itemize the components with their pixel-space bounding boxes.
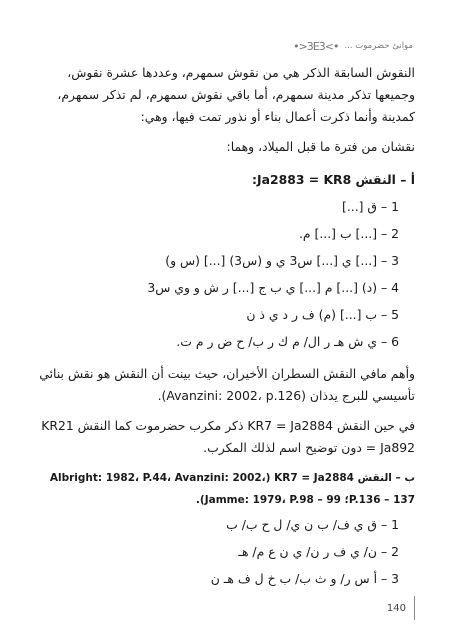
page-number: 140 xyxy=(386,602,406,614)
inscription-b-heading: ب – النقش KR7 = Ja2884 (Albright: 1982، P.44، Avanzini: 2002، P.136 – 137؛ Jamme: 1979، P.98 – 99). xyxy=(49,472,415,506)
inscription-a-line-5: 5 – ب [...] (م) ف ر د ي ذ ن xyxy=(246,307,399,322)
page-body xyxy=(36,62,415,592)
inscription-b-line-3: 3 – أ س ر/ و ث ب/ ب خ ل ف هـ ن xyxy=(210,571,399,586)
inscription-a-line-4: 4 – (د) [...] م [...] ي ب ج [...] ر ش و وي س3 xyxy=(147,280,399,295)
paragraph-kr7: في حين النقش KR7 = Ja2884 ذكر مكرب حضرموت كما النقش KR21 = Ja892 دون توضيح اسم لذلك المكرب. xyxy=(41,418,415,455)
footer-divider xyxy=(414,596,415,620)
inscription-b-line-2: 2 – ن/ ي ف ر ن/ ي ن ع م/ هـ xyxy=(238,544,399,559)
paragraph-last-lines: وأهم مافي النقش السطران الأخيران، حيث بينت أن النقش هو نقش بنائي تأسيسي للبرج يدذان (Avanzini: 2002، p.126). xyxy=(39,366,415,403)
inscription-a-line-6: 6 – ي ش هـ ر ال/ م ك ر ب/ ح ض ر م ت. xyxy=(176,334,399,349)
inscription-a-line-2: 2 – [...] ب [...] م. xyxy=(298,226,399,241)
paragraph-intro: النقوش السابقة الذكر هي من نقوش سمهرم، وعددها عشرة نقوش، وجميعها تذكر مدينة سمهرم، أما باقي نقوش سمهرم، لم تذكر سمهرم، كمدينة وأنما ذكرت أعمال بناء أو نذور تمت فيها، وهي: xyxy=(57,65,415,124)
page-footer xyxy=(387,596,415,620)
inscription-a-heading: أ – النقش Ja2883 = KR8: xyxy=(252,172,415,187)
ornament-icon: •>3E3<• xyxy=(293,39,339,53)
inscription-a-line-1: 1 – ق [...] xyxy=(342,199,399,214)
inscription-a-line-3: 3 – [...] ي [...] س3 ي و (س3) [...] (س و) xyxy=(165,253,399,268)
paragraph-two-inscriptions: نقشان من فترة ما قبل الميلاد، وهما: xyxy=(226,139,415,154)
page-header xyxy=(293,38,413,54)
inscription-b-line-1: 1 – ق ي ف/ ب ن ي/ ل ح ب/ ب xyxy=(226,517,399,532)
running-head: موانئ حضرموت ... xyxy=(344,41,413,51)
